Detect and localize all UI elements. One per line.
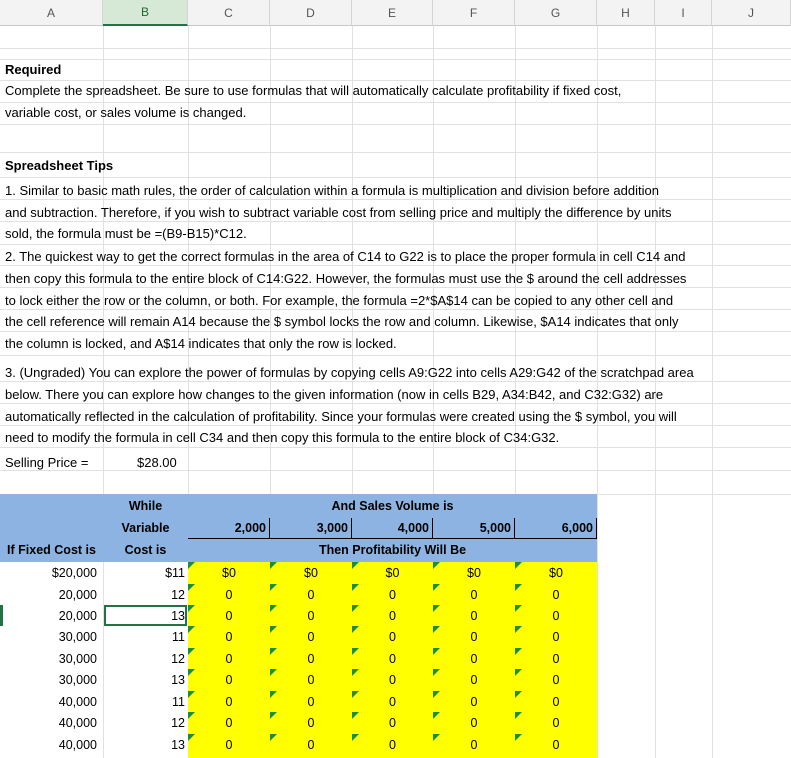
profit-cell[interactable]: 0 [433, 712, 515, 734]
profit-cell[interactable]: 0 [352, 648, 433, 669]
formula-error-indicator-icon [270, 669, 277, 676]
formula-error-indicator-icon [515, 669, 522, 676]
profit-cell[interactable]: $0 [188, 562, 270, 584]
profit-cell[interactable]: 0 [188, 605, 270, 626]
formula-error-indicator-icon [515, 734, 522, 741]
formula-error-indicator-icon [188, 626, 195, 633]
formula-error-indicator-icon [433, 669, 440, 676]
tip1-line-2: and subtraction. Therefore, if you wish to subtract variable cost from selling price and multiply the difference by units [5, 205, 672, 220]
required-line-2: variable cost, or sales volume is changed. [5, 105, 247, 120]
profit-cell[interactable]: 0 [270, 605, 352, 626]
formula-error-indicator-icon [352, 605, 359, 612]
formula-error-indicator-icon [188, 734, 195, 741]
variable-cost-cell[interactable]: 13 [171, 608, 185, 623]
profit-cell[interactable]: 0 [433, 669, 515, 691]
profit-cell[interactable]: 0 [188, 712, 270, 734]
formula-error-indicator-icon [515, 562, 522, 569]
fixed-cost-cell[interactable]: $20,000 [51, 566, 97, 580]
grid-hline [0, 48, 791, 49]
profit-cell[interactable]: 0 [188, 584, 270, 605]
formula-error-indicator-icon [188, 605, 195, 612]
grid-hline [0, 124, 791, 125]
profit-cell[interactable]: 0 [515, 669, 597, 691]
profit-cell[interactable]: 0 [270, 626, 352, 648]
fixed-cost-cell[interactable]: 30,000 [58, 673, 97, 687]
formula-error-indicator-icon [188, 691, 195, 698]
formula-error-indicator-icon [270, 734, 277, 741]
tip1-line-3: sold, the formula must be =(B9-B15)*C12. [5, 226, 247, 241]
formula-error-indicator-icon [270, 562, 277, 569]
profit-cell[interactable]: 0 [352, 734, 433, 756]
then-profit-label: Then Profitability Will Be [318, 543, 467, 557]
variable-cost-cell[interactable]: 13 [171, 738, 185, 752]
variable-cost-cell[interactable]: 11 [172, 630, 185, 644]
formula-error-indicator-icon [433, 648, 440, 655]
profit-cell[interactable]: 0 [352, 669, 433, 691]
variable-cost-cell[interactable]: 12 [171, 651, 185, 666]
tips-heading: Spreadsheet Tips [5, 158, 114, 173]
profit-cell[interactable]: 0 [188, 648, 270, 669]
selected-row-marker [0, 605, 3, 626]
selling-price-value[interactable]: $28.00 [137, 455, 177, 470]
tip3-line-3: automatically reflected in the calculation of profitability. Since your formulas were created using the $ symbol, you will [5, 409, 677, 424]
and-sales-label: And Sales Volume is [331, 499, 454, 513]
profit-cell[interactable]: 0 [188, 691, 270, 712]
formula-error-indicator-icon [515, 648, 522, 655]
formula-error-indicator-icon [515, 712, 522, 719]
profit-cell[interactable]: 0 [515, 734, 597, 756]
formula-error-indicator-icon [515, 605, 522, 612]
profit-cell[interactable]: 0 [515, 584, 597, 605]
formula-error-indicator-icon [270, 691, 277, 698]
formula-error-indicator-icon [352, 562, 359, 569]
formula-error-indicator-icon [433, 605, 440, 612]
column-header-b[interactable]: B [103, 0, 188, 26]
formula-error-indicator-icon [188, 584, 195, 591]
profit-cell[interactable]: 0 [433, 648, 515, 669]
profit-cell[interactable]: 0 [433, 691, 515, 712]
profit-cell[interactable]: 0 [515, 648, 597, 669]
tip2-line-3: to lock either the row or the column, or both. For example, the formula =2*$A$14 can be copied to any other cell and [5, 293, 674, 308]
grid-hline [0, 355, 791, 356]
formula-error-indicator-icon [433, 626, 440, 633]
grid-hline [0, 177, 791, 178]
cost-is-label: Cost is [124, 543, 167, 557]
sales-volume-header[interactable]: 4,000 [352, 518, 433, 539]
tip1-line-1: 1. Similar to basic math rules, the order of calculation within a formula is multiplication and division before addition [5, 183, 659, 198]
profit-cell[interactable]: 0 [352, 605, 433, 626]
fixed-cost-cell[interactable]: 30,000 [58, 651, 97, 666]
column-header-d[interactable]: D [270, 0, 352, 26]
profit-cell[interactable]: 0 [270, 734, 352, 756]
formula-error-indicator-icon [270, 712, 277, 719]
profit-cell[interactable]: 0 [515, 605, 597, 626]
formula-error-indicator-icon [352, 584, 359, 591]
formula-error-indicator-icon [433, 584, 440, 591]
formula-error-indicator-icon [352, 669, 359, 676]
variable-cost-cell[interactable]: 11 [172, 694, 185, 709]
formula-error-indicator-icon [352, 691, 359, 698]
column-header-h[interactable]: H [597, 0, 655, 26]
formula-error-indicator-icon [270, 584, 277, 591]
fixed-cost-cell[interactable]: 20,000 [58, 608, 97, 623]
profit-cell[interactable]: 0 [433, 584, 515, 605]
profit-cell[interactable]: $0 [270, 562, 352, 584]
selling-price-label: Selling Price = [5, 455, 89, 470]
profit-cell[interactable]: 0 [352, 626, 433, 648]
formula-error-indicator-icon [188, 712, 195, 719]
tip2-line-4: the cell reference will remain A14 because the $ symbol locks the row and column. Likewise, $A14 indicates that only [5, 314, 679, 329]
formula-error-indicator-icon [433, 562, 440, 569]
formula-error-indicator-icon [515, 584, 522, 591]
formula-error-indicator-icon [433, 734, 440, 741]
formula-error-indicator-icon [433, 691, 440, 698]
tip2-line-5: the column is locked, and A$14 indicates that only the row is locked. [5, 336, 397, 351]
fixed-cost-cell[interactable]: 40,000 [58, 738, 97, 752]
variable-cost-cell[interactable]: $11 [165, 566, 185, 580]
while-label: While [128, 499, 163, 513]
profit-cell[interactable]: $0 [433, 562, 515, 584]
profit-cell[interactable]: 0 [352, 584, 433, 605]
formula-error-indicator-icon [188, 648, 195, 655]
tip3-line-4: need to modify the formula in cell C34 and then copy this formula to the entire block of C34:G32. [5, 430, 560, 445]
formula-error-indicator-icon [352, 648, 359, 655]
profit-cell[interactable]: 0 [188, 669, 270, 691]
profit-cell[interactable]: 0 [433, 734, 515, 756]
column-header-i[interactable]: I [655, 0, 712, 26]
profit-cell[interactable]: 0 [188, 626, 270, 648]
tip3-line-1: 3. (Ungraded) You can explore the power of formulas by copying cells A9:G22 into cells A29:G42 of the scratchpad area [5, 365, 694, 380]
sales-volume-header[interactable]: 5,000 [433, 518, 515, 539]
profit-cell[interactable]: $0 [515, 562, 597, 584]
formula-error-indicator-icon [433, 712, 440, 719]
profit-cell[interactable]: $0 [352, 562, 433, 584]
tip3-line-2: below. There you can explore how changes to the given information (now in cells B29, A34:B42, and C32:G32) are [5, 387, 664, 402]
formula-error-indicator-icon [270, 648, 277, 655]
grid-vline [712, 26, 713, 758]
column-header-c[interactable]: C [188, 0, 270, 26]
profit-cell[interactable]: 0 [270, 712, 352, 734]
profit-cell[interactable]: 0 [515, 691, 597, 712]
sales-volume-header[interactable]: 2,000 [188, 518, 270, 539]
profit-cell[interactable]: 0 [188, 734, 270, 756]
tip2-line-1: 2. The quickest way to get the correct formulas in the area of C14 to G22 is to place the proper formula in cell C14 and [5, 249, 686, 264]
formula-error-indicator-icon [515, 626, 522, 633]
column-header-a[interactable]: A [0, 0, 103, 26]
grid-hline [0, 152, 791, 153]
column-header-e[interactable]: E [352, 0, 433, 26]
profit-cell[interactable]: 0 [515, 712, 597, 734]
fixed-cost-cell[interactable]: 20,000 [58, 587, 97, 602]
grid-hline [0, 470, 791, 471]
formula-error-indicator-icon [188, 562, 195, 569]
required-line-1: Complete the spreadsheet. Be sure to use formulas that will automatically calculate profitability if fixed cost, [5, 83, 622, 98]
formula-error-indicator-icon [188, 669, 195, 676]
profit-cell[interactable]: 0 [352, 712, 433, 734]
formula-error-indicator-icon [352, 712, 359, 719]
selected-cell-indicator [104, 605, 187, 626]
profit-cell[interactable]: 0 [270, 584, 352, 605]
column-header-f[interactable]: F [433, 0, 515, 26]
grid-hline [0, 59, 791, 60]
profit-cell[interactable]: 0 [270, 669, 352, 691]
formula-error-indicator-icon [270, 605, 277, 612]
sales-volume-header[interactable]: 6,000 [515, 518, 597, 539]
profit-cell[interactable]: 0 [433, 605, 515, 626]
profit-cell[interactable]: 0 [352, 691, 433, 712]
formula-error-indicator-icon [352, 734, 359, 741]
variable-cost-cell[interactable]: 13 [171, 673, 185, 687]
formula-error-indicator-icon [270, 626, 277, 633]
column-header-g[interactable]: G [515, 0, 597, 26]
column-header-j[interactable]: J [712, 0, 791, 26]
required-heading: Required [5, 62, 62, 77]
variable-cost-cell[interactable]: 12 [171, 716, 185, 730]
profit-cell[interactable]: 0 [270, 648, 352, 669]
sales-volume-header[interactable]: 3,000 [270, 518, 352, 539]
profit-cell[interactable]: 0 [270, 691, 352, 712]
fixed-cost-cell[interactable]: 40,000 [58, 694, 97, 709]
fixed-cost-cell[interactable]: 40,000 [58, 716, 97, 730]
profit-cell[interactable]: 0 [433, 626, 515, 648]
if-fixed-label: If Fixed Cost is [7, 543, 96, 557]
variable-cost-cell[interactable]: 12 [171, 587, 185, 602]
tip2-line-2: then copy this formula to the entire block of C14:G22. However, the formulas must use the $ around the cell addresses [5, 271, 687, 286]
variable-label: Variable [121, 521, 170, 535]
formula-error-indicator-icon [352, 626, 359, 633]
profit-cell[interactable]: 0 [515, 626, 597, 648]
formula-error-indicator-icon [515, 691, 522, 698]
fixed-cost-cell[interactable]: 30,000 [58, 630, 97, 644]
